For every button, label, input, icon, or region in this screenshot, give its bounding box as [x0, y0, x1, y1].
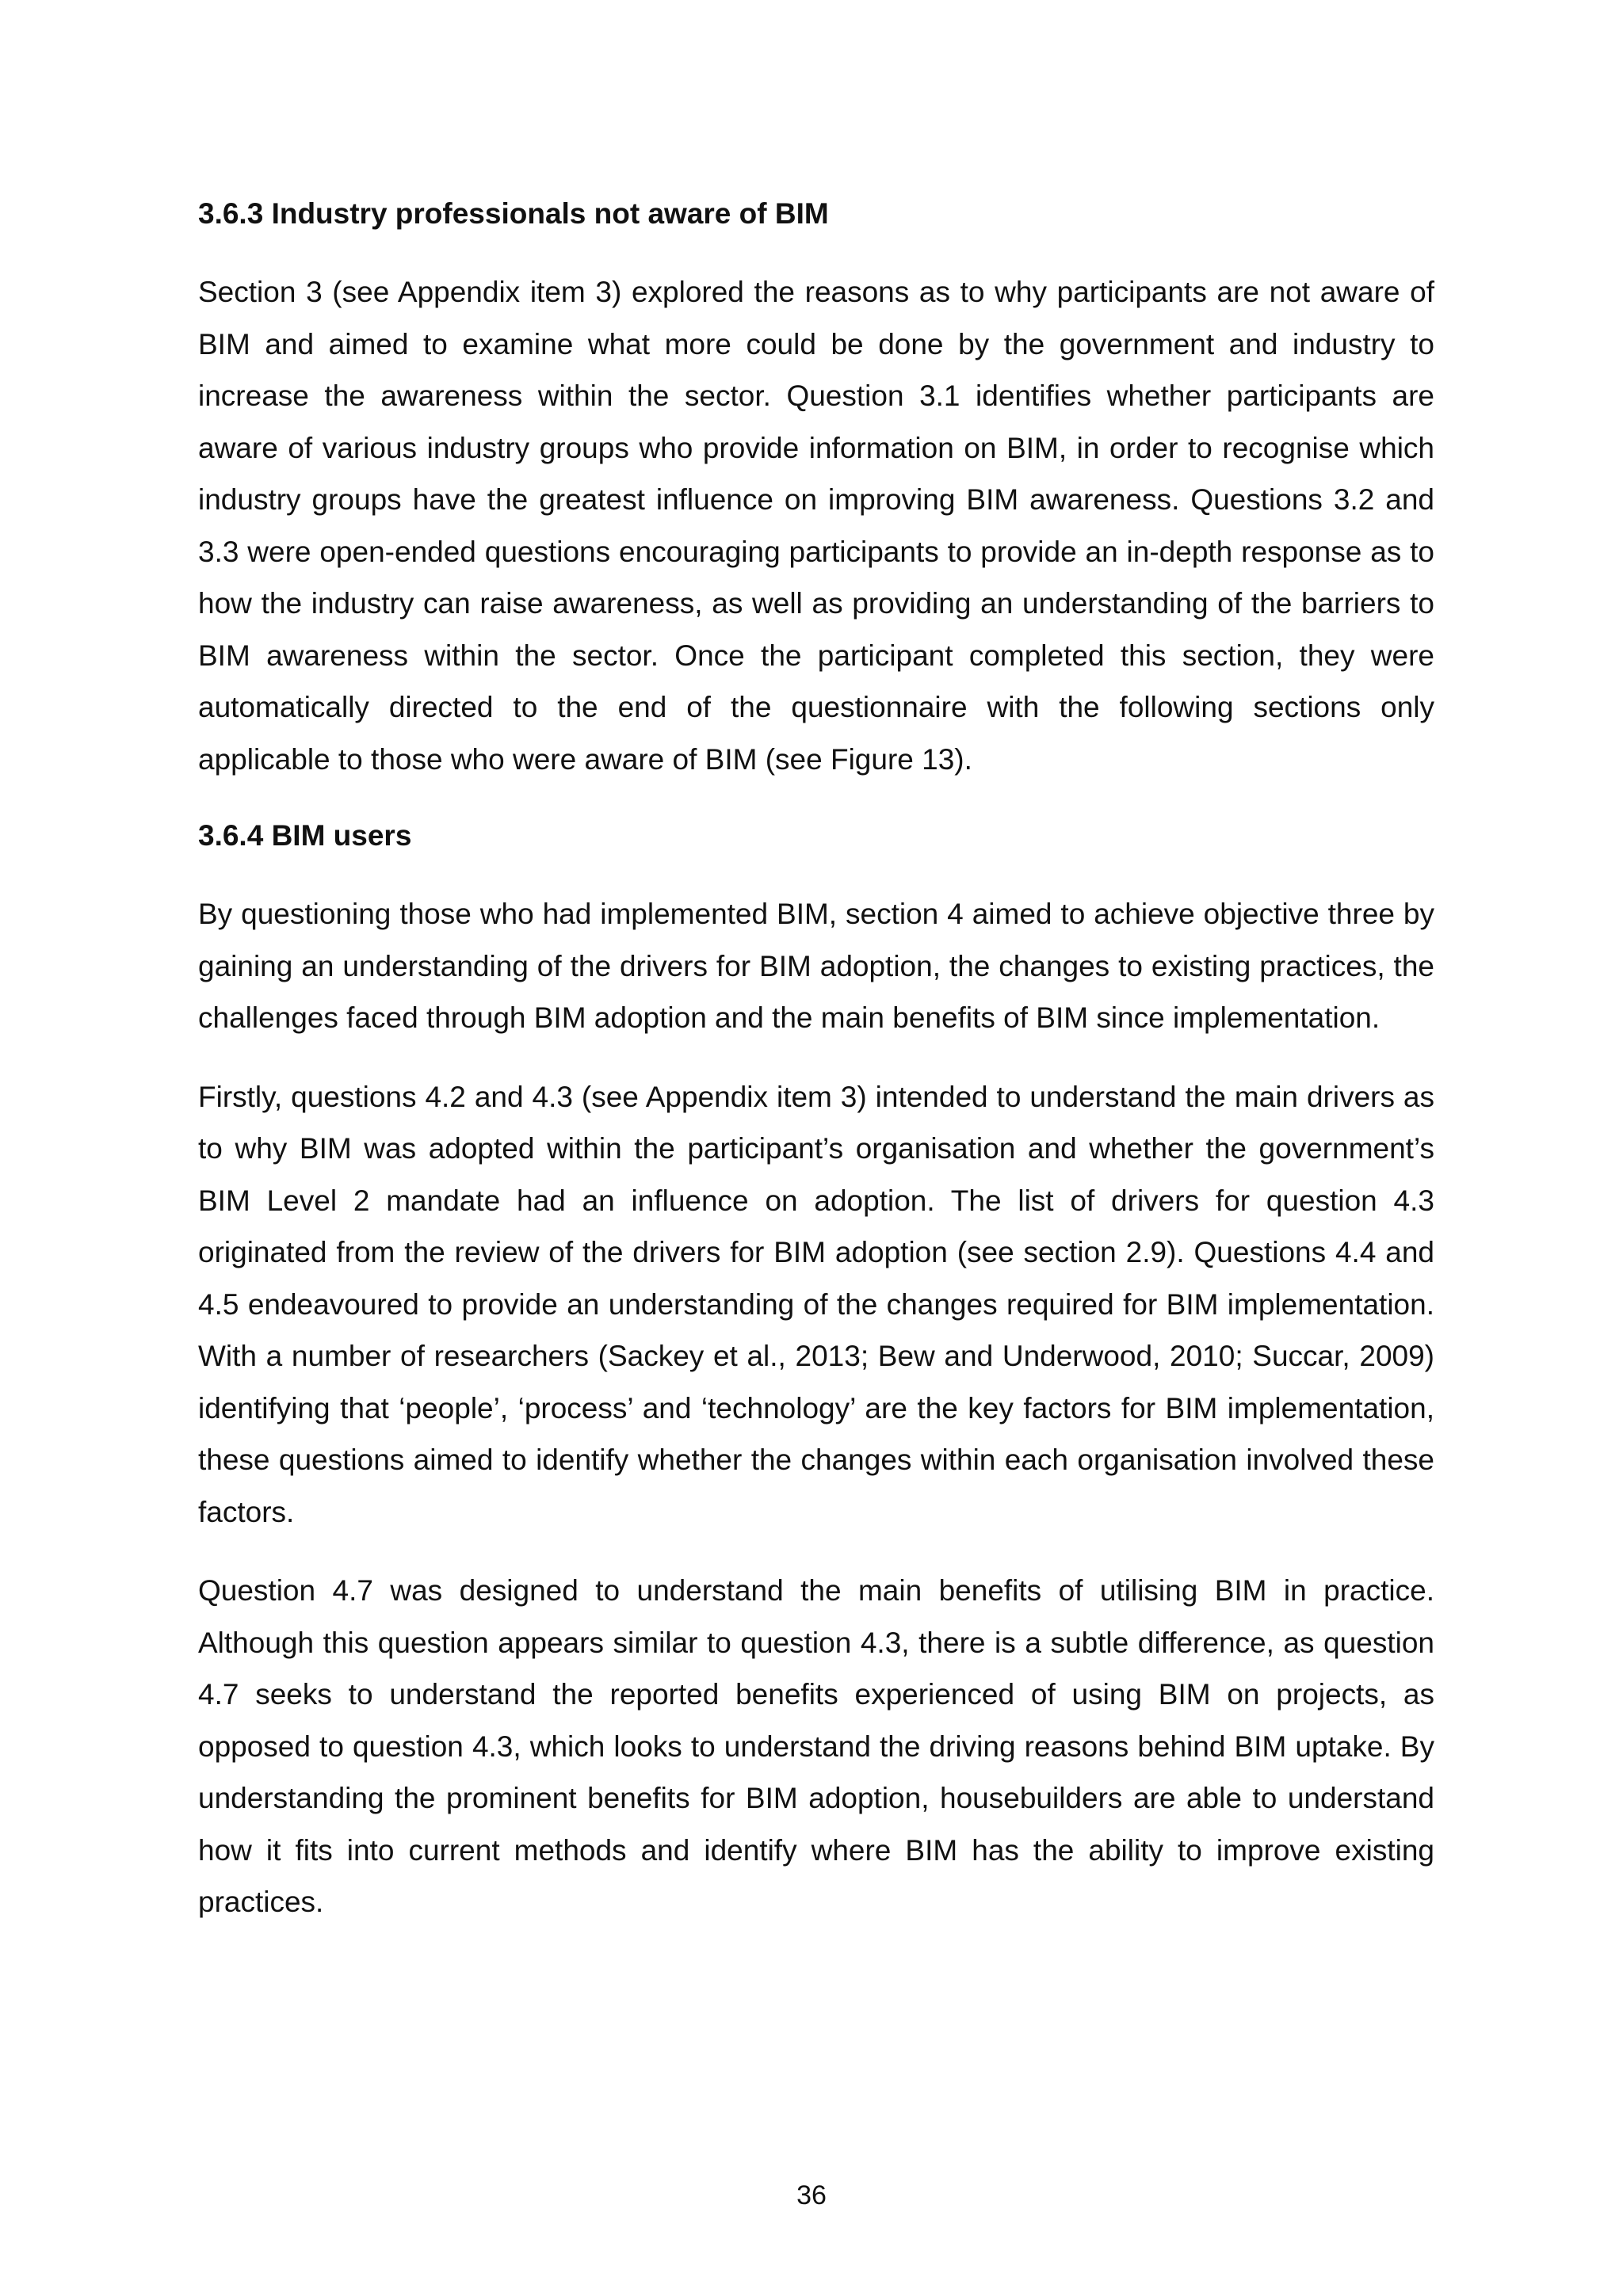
paragraph-drivers-questions: Firstly, questions 4.2 and 4.3 (see Appendix item 3) intended to understand the main drivers as to why BIM was adopted within the participant’s organisation and whether the government’s BIM Level 2 mandate had an influence on adoption. The list of drivers for question 4.3 originated from the review of the drivers for BIM adoption (see section 2.9). Questions 4.4 and 4.5 endeavoured to provide an understanding of the changes required for BIM implementation. With a number of researchers (Sackey et al., 2013; Bew and Underwood, 2010; Succar, 2009) identifying that ‘people’, ‘process’ and ‘technology’ are the key factors for BIM implementation, these questions aimed to identify whether the changes within each organisation involved these factors. [198, 1080, 1434, 1528]
paragraph-awareness-section: Section 3 (see Appendix item 3) explored the reasons as to why participants are not aware of BIM and aimed to examine what more could be done by the government and industry to increase the awareness within the sector. Question 3.1 identifies whether participants are aware of various industry groups who provide information on BIM, in order to recognise which industry groups have the greatest influence on improving BIM awareness. Questions 3.2 and 3.3 were open-ended questions encouraging participants to provide an in-depth response as to how the industry can raise awareness, as well as providing an understanding of the barriers to BIM awareness within the sector. Once the participant completed this section, they were automatically directed to the end of the questionnaire with the following sections only applicable to those who were aware of BIM (see Figure 13). [198, 276, 1434, 776]
document-page [198, 190, 1434, 1955]
section-heading-3-6-3: 3.6.3 Industry professionals not aware of BIM [198, 197, 829, 230]
page-number: 36 [796, 2180, 827, 2210]
section-heading-3-6-4: 3.6.4 BIM users [198, 819, 412, 852]
paragraph-benefits-question: Question 4.7 was designed to understand the main benefits of utilising BIM in practice. Although this question appears similar to question 4.3, there is a subtle difference, as question 4.7 seeks to understand the reported benefits experienced of using BIM on projects, as opposed to question 4.3, which looks to understand the driving reasons behind BIM uptake. By understanding the prominent benefits for BIM adoption, housebuilders are able to understand how it fits into current methods and identify where BIM has the ability to improve existing practices. [198, 1574, 1434, 1918]
paragraph-bim-users-intro: By questioning those who had implemented BIM, section 4 aimed to achieve objective three by gaining an understanding of the drivers for BIM adoption, the changes to existing practices, the challenges faced through BIM adoption and the main benefits of BIM since implementation. [198, 898, 1434, 1034]
